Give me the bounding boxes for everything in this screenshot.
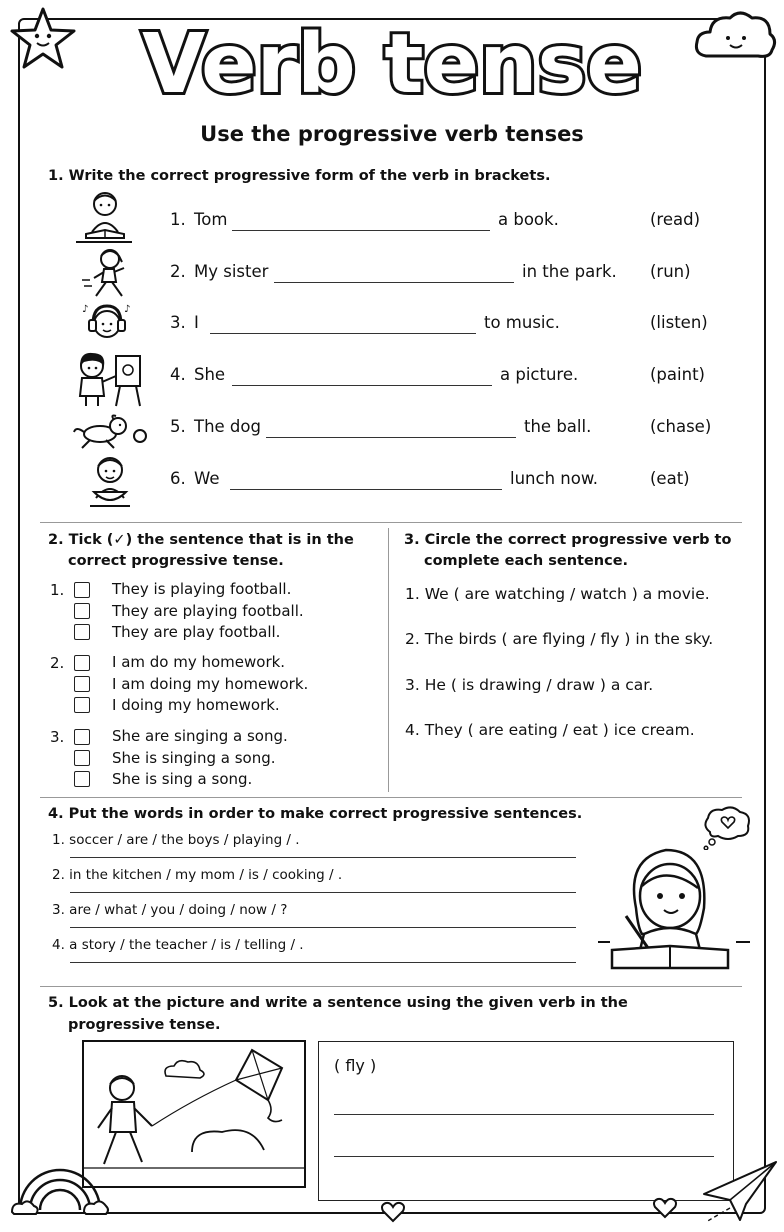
row-ending: a book.	[498, 210, 559, 229]
girl-running-icon	[80, 246, 132, 302]
tick-checkbox[interactable]	[74, 697, 90, 713]
column-divider	[388, 528, 389, 792]
verb-hint: (chase)	[650, 417, 712, 436]
tick-option: I am doing my homework.	[112, 675, 309, 693]
order-item: 3. are / what / you / doing / now / ?	[52, 902, 288, 918]
section3-heading: 3. Circle the correct progressive verb to	[404, 532, 732, 548]
group-number: 3.	[50, 728, 65, 746]
row-ending: lunch now.	[510, 469, 599, 488]
section4-heading: 4. Put the words in order to make correct progressive sentences.	[48, 806, 583, 822]
row-ending: the ball.	[524, 417, 592, 436]
answer-line[interactable]	[70, 927, 576, 928]
section3-heading-line2: complete each sentence.	[424, 553, 629, 569]
verb-hint: (read)	[650, 210, 701, 229]
exercise1-row-2	[170, 262, 650, 286]
verb-hint: (eat)	[650, 469, 690, 488]
circle-item[interactable]: 4. They ( are eating / eat ) ice cream.	[405, 721, 695, 739]
heart-icon	[380, 1200, 406, 1224]
girl-writing-icon	[596, 838, 752, 978]
tick-checkbox[interactable]	[74, 750, 90, 766]
tick-checkbox[interactable]	[74, 729, 90, 745]
order-item: 4. a story / the teacher / is / telling / .	[52, 937, 304, 953]
rainbow-icon	[10, 1150, 110, 1216]
row-subject: Tom	[194, 210, 228, 229]
row-ending: in the park.	[522, 262, 617, 281]
row-subject: She	[194, 365, 226, 384]
circle-item[interactable]: 2. The birds ( are flying / fly ) in the sky.	[405, 630, 714, 648]
row-subject: We	[194, 469, 220, 488]
tick-checkbox[interactable]	[74, 771, 90, 787]
verb-hint: (listen)	[650, 313, 708, 332]
svg-text:Verb tense: Verb tense	[142, 17, 642, 110]
row-number: 2.	[170, 262, 186, 281]
row-ending: to music.	[484, 313, 560, 332]
answer-line[interactable]	[334, 1156, 714, 1157]
answer-blank[interactable]	[230, 489, 502, 490]
tick-option: I doing my homework.	[112, 696, 280, 714]
row-ending: a picture.	[500, 365, 579, 384]
row-number: 4.	[170, 365, 186, 384]
row-subject: My sister	[194, 262, 269, 281]
girl-painting-icon	[72, 350, 148, 408]
exercise1-row-1	[170, 210, 650, 234]
given-verb: ( fly )	[334, 1056, 377, 1075]
tick-option: They is playing football.	[112, 580, 292, 598]
svg-text:♪: ♪	[82, 304, 89, 315]
page-title	[0, 10, 784, 110]
exercise1-row-6	[170, 469, 650, 493]
child-eating-icon	[84, 452, 136, 510]
verb-hint: (paint)	[650, 365, 705, 384]
row-number: 6.	[170, 469, 186, 488]
page-subtitle: Use the progressive verb tenses	[200, 122, 584, 146]
tick-checkbox[interactable]	[74, 624, 90, 640]
row-number: 3.	[170, 313, 186, 332]
section-divider	[40, 986, 742, 987]
tick-option: She are singing a song.	[112, 727, 288, 745]
row-subject: The dog	[194, 417, 261, 436]
svg-text:♪: ♪	[124, 304, 131, 315]
answer-blank[interactable]	[274, 282, 514, 283]
tick-option: She is singing a song.	[112, 749, 276, 767]
group-number: 2.	[50, 654, 65, 672]
tick-checkbox[interactable]	[74, 603, 90, 619]
order-item: 2. in the kitchen / my mom / is / cooking / .	[52, 867, 343, 883]
answer-line[interactable]	[334, 1114, 714, 1115]
dog-chasing-ball-icon	[72, 412, 150, 452]
circle-item[interactable]: 3. He ( is drawing / draw ) a car.	[405, 676, 654, 694]
section1-heading: 1. Write the correct progressive form of the verb in brackets.	[48, 168, 551, 184]
paper-plane-icon	[700, 1158, 780, 1224]
boy-flying-kite-icon	[82, 1040, 306, 1188]
answer-blank[interactable]	[232, 385, 492, 386]
section5-heading-line2: progressive tense.	[68, 1017, 221, 1033]
section-divider	[40, 522, 742, 523]
child-reading-icon	[72, 188, 134, 246]
answer-line[interactable]	[70, 962, 576, 963]
answer-line[interactable]	[70, 857, 576, 858]
answer-box	[318, 1041, 734, 1201]
answer-blank[interactable]	[232, 230, 490, 231]
group-number: 1.	[50, 581, 65, 599]
row-subject: I	[194, 313, 199, 332]
exercise1-row-5	[170, 417, 650, 441]
tick-option: They are playing football.	[112, 602, 304, 620]
section-divider	[40, 797, 742, 798]
row-number: 5.	[170, 417, 186, 436]
answer-blank[interactable]	[210, 333, 476, 334]
tick-option: She is sing a song.	[112, 770, 253, 788]
exercise1-row-4	[170, 365, 650, 389]
tick-checkbox[interactable]	[74, 655, 90, 671]
section2-heading: 2. Tick (✓) the sentence that is in the	[48, 532, 354, 548]
section5-heading: 5. Look at the picture and write a sentence using the given verb in the	[48, 995, 628, 1011]
row-number: 1.	[170, 210, 186, 229]
answer-blank[interactable]	[266, 437, 516, 438]
circle-item[interactable]: 1. We ( are watching / watch ) a movie.	[405, 585, 710, 603]
tick-option: They are play football.	[112, 623, 281, 641]
order-item: 1. soccer / are / the boys / playing / .	[52, 832, 300, 848]
tick-checkbox[interactable]	[74, 582, 90, 598]
verb-hint: (run)	[650, 262, 691, 281]
child-headphones-icon	[82, 300, 132, 348]
answer-line[interactable]	[70, 892, 576, 893]
section2-heading-line2: correct progressive tense.	[68, 553, 284, 569]
tick-checkbox[interactable]	[74, 676, 90, 692]
exercise1-row-3	[170, 313, 650, 337]
tick-option: I am do my homework.	[112, 653, 286, 671]
heart-icon	[652, 1196, 678, 1220]
